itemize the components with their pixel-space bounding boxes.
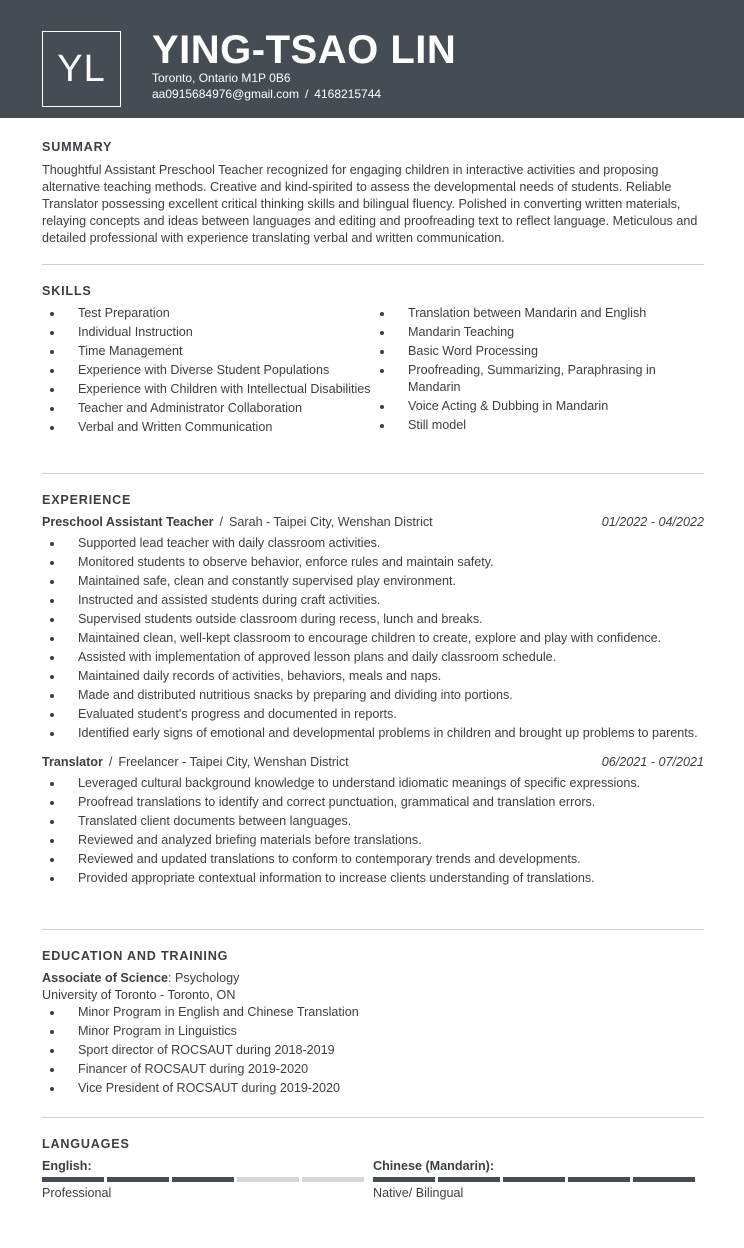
summary-text: Thoughtful Assistant Preschool Teacher recognized for engaging children in interactive activities and proposing alternative teaching methods. Creative and kind-spirited to assess the developmental needs of students. Reliable Translator possessing excellent critical thinking skills and bilingual fluency. Polished in converting written materials, relaying concepts and ideas between languages and editing and proofreading text to reflect language. Meticulous and detailed professional with experience translating verbal and written communication. — [42, 163, 698, 245]
rating-segment-filled — [172, 1177, 234, 1182]
skill-item: Still model — [372, 417, 702, 434]
language-name: Chinese (Mandarin): — [373, 1159, 495, 1173]
job-entry — [42, 754, 704, 887]
job-bullet: Reviewed and analyzed briefing materials before translations. — [42, 832, 704, 849]
school: University of Toronto - Toronto, ON — [42, 988, 236, 1002]
job-bullet: Evaluated student's progress and documented in reports. — [42, 706, 704, 723]
summary-section — [42, 139, 704, 247]
job-bullet: Made and distributed nutritious snacks by preparing and dividing into portions. — [42, 687, 704, 704]
job-bullet: Identified early signs of emotional and developmental problems in children and brought up problems to parents. — [42, 725, 704, 742]
education-bullet: Financer of ROCSAUT during 2019-2020 — [42, 1061, 704, 1078]
resume-header — [0, 0, 744, 118]
education-bullets — [42, 1004, 704, 1097]
job-bullet: Supervised students outside classroom during recess, lunch and breaks. — [42, 611, 704, 628]
job-employer: Sarah - Taipei City, Wenshan District — [228, 515, 433, 529]
rating-segment-empty — [302, 1177, 364, 1182]
skill-item: Mandarin Teaching — [372, 324, 702, 341]
job-bullet: Reviewed and updated translations to conform to contemporary trends and developments. — [42, 851, 704, 868]
experience-section — [42, 492, 704, 889]
divider — [42, 264, 704, 265]
rating-segment-filled — [438, 1177, 500, 1182]
skill-item: Teacher and Administrator Collaboration — [42, 400, 372, 417]
rating-segment-filled — [42, 1177, 104, 1182]
job-bullet: Maintained safe, clean and constantly supervised play environment. — [42, 573, 704, 590]
job-employer: Freelancer - Taipei City, Wenshan District — [118, 755, 349, 769]
section-title: SKILLS — [42, 284, 92, 298]
email: aa0915684976@gmail.com — [152, 87, 299, 101]
education-bullet: Sport director of ROCSAUT during 2018-2019 — [42, 1042, 704, 1059]
section-title: EDUCATION AND TRAINING — [42, 949, 229, 963]
language-rating-bar — [373, 1177, 704, 1182]
education-bullet: Minor Program in Linguistics — [42, 1023, 704, 1040]
job-dates: 01/2022 - 04/2022 — [601, 515, 704, 529]
skill-item: Experience with Children with Intellectual Disabilities — [42, 381, 372, 398]
skill-item: Basic Word Processing — [372, 343, 702, 360]
languages-section — [42, 1136, 704, 1201]
skills-section — [42, 283, 704, 438]
rating-segment-filled — [633, 1177, 695, 1182]
job-header — [42, 514, 704, 531]
skills-list-right — [372, 305, 702, 438]
section-title: SUMMARY — [42, 140, 113, 154]
job-separator: / — [108, 755, 113, 769]
job-bullet: Translated client documents between languages. — [42, 813, 704, 830]
degree-field: : Psychology — [168, 971, 240, 985]
job-title: Translator — [42, 755, 103, 769]
language-rating-bar — [42, 1177, 373, 1182]
rating-segment-filled — [503, 1177, 565, 1182]
location: Toronto, Ontario M1P 0B6 — [152, 71, 291, 85]
education-bullet: Vice President of ROCSAUT during 2019-2020 — [42, 1080, 704, 1097]
section-title: EXPERIENCE — [42, 493, 132, 507]
education-bullet: Minor Program in English and Chinese Translation — [42, 1004, 704, 1021]
language-level: Native/ Bilingual — [373, 1186, 464, 1200]
skill-item: Verbal and Written Communication — [42, 419, 372, 436]
language-level: Professional — [42, 1186, 112, 1200]
job-bullet: Instructed and assisted students during craft activities. — [42, 592, 704, 609]
rating-segment-filled — [107, 1177, 169, 1182]
skill-item: Experience with Diverse Student Populations — [42, 362, 372, 379]
divider — [42, 929, 704, 930]
job-bullets — [42, 775, 704, 887]
job-bullet: Assisted with implementation of approved lesson plans and daily classroom schedule. — [42, 649, 704, 666]
job-bullet: Proofread translations to identify and correct punctuation, grammatical and translation errors. — [42, 794, 704, 811]
skills-list-left — [42, 305, 372, 438]
job-header — [42, 754, 704, 771]
divider — [42, 473, 704, 474]
language-item — [373, 1158, 704, 1201]
education-section — [42, 948, 704, 1099]
job-bullet: Provided appropriate contextual information to increase clients understanding of translations. — [42, 870, 704, 887]
candidate-name: YING-TSAO LIN — [152, 28, 457, 72]
job-bullet: Supported lead teacher with daily classroom activities. — [42, 535, 704, 552]
rating-segment-filled — [568, 1177, 630, 1182]
phone: 4168215744 — [314, 87, 382, 101]
language-name: English: — [42, 1159, 92, 1173]
skill-item: Translation between Mandarin and English — [372, 305, 702, 322]
rating-segment-empty — [237, 1177, 299, 1182]
skill-item: Time Management — [42, 343, 372, 360]
job-bullet: Monitored students to observe behavior, enforce rules and maintain safety. — [42, 554, 704, 571]
section-title: LANGUAGES — [42, 1137, 130, 1151]
job-dates: 06/2021 - 07/2021 — [601, 755, 704, 769]
degree-line — [42, 970, 704, 987]
job-bullet: Maintained daily records of activities, behaviors, meals and naps. — [42, 668, 704, 685]
divider — [42, 1117, 704, 1118]
contact-row — [152, 87, 381, 102]
skill-item: Individual Instruction — [42, 324, 372, 341]
job-separator: / — [219, 515, 223, 529]
rating-segment-filled — [373, 1177, 435, 1182]
job-title: Preschool Assistant Teacher — [42, 515, 214, 529]
job-bullets — [42, 535, 704, 742]
contact-separator: / — [304, 87, 309, 101]
language-item — [42, 1158, 373, 1201]
job-entry — [42, 514, 704, 742]
degree: Associate of Science — [42, 971, 168, 985]
monogram: YL — [42, 31, 121, 107]
skill-item: Voice Acting & Dubbing in Mandarin — [372, 398, 702, 415]
job-bullet: Maintained clean, well-kept classroom to encourage children to create, explore and play with confidence. — [42, 630, 704, 647]
skill-item: Test Preparation — [42, 305, 372, 322]
job-bullet: Leveraged cultural background knowledge to understand idiomatic meanings of specific expressions. — [42, 775, 704, 792]
skill-item: Proofreading, Summarizing, Paraphrasing in Mandarin — [372, 362, 702, 396]
